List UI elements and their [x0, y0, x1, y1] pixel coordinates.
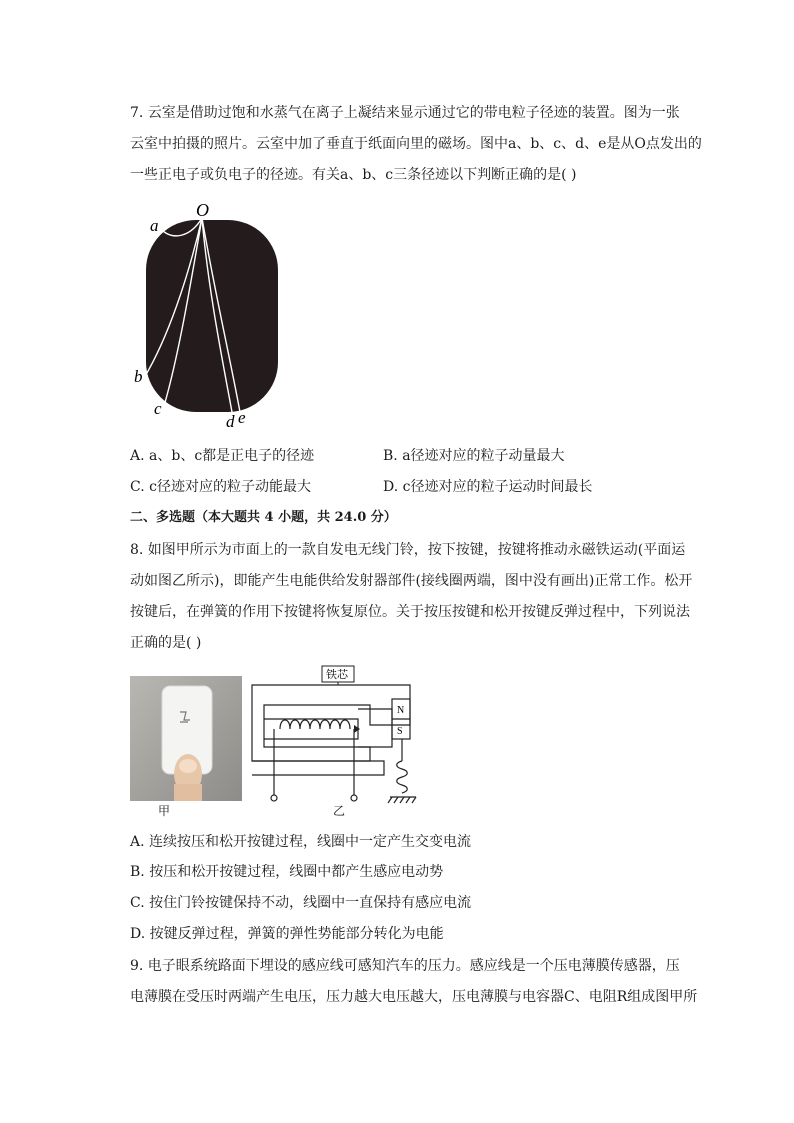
- label-tiexin: 铁芯: [326, 668, 348, 681]
- label-n: N: [397, 705, 405, 716]
- q7-line-3: 一些正电子或负电子的径迹。有关a、b、c三条径迹以下判断正确的是( ): [130, 167, 577, 183]
- q7-option-a: A. a、b、c都是正电子的径迹: [130, 448, 315, 464]
- doorbell-photo: [130, 676, 242, 801]
- caption-jia: 甲: [158, 804, 171, 818]
- q8-line-1: 8. 如图甲所示为市面上的一款自发电无线门铃，按下按键，按键将推动永磁铁运动(平面运: [130, 542, 686, 558]
- label-b: b: [134, 367, 143, 386]
- spring: [397, 761, 408, 793]
- label-e: e: [238, 408, 246, 427]
- iron-core-lower: [252, 761, 384, 775]
- q7-option-d: D. c径迹对应的粒子运动时间最长: [383, 479, 593, 495]
- section-title: 二、多选题（本大题共 4 小题，共 24.0 分）: [130, 510, 397, 525]
- q8-option-d: D. 按键反弹过程，弹簧的弹性势能部分转化为电能: [130, 926, 444, 942]
- arrow-head-icon: [354, 725, 360, 733]
- q8-line-4: 正确的是( ): [130, 635, 202, 651]
- label-c: c: [154, 399, 162, 418]
- terminal-right: [351, 795, 357, 801]
- q8-line-2: 动如图乙所示)，即能产生电能供给发射器部件(接线圈两端，图中没有画出)正常工作。松开: [130, 573, 693, 589]
- label-a: a: [150, 216, 159, 235]
- label-s: S: [397, 726, 403, 737]
- coil: [280, 720, 350, 729]
- q8-option-b: B. 按压和松开按键过程，线圈中都产生感应电动势: [130, 864, 444, 880]
- coil-magnet-diagram: [250, 663, 420, 805]
- q7-line-2: 云室中拍摄的照片。云室中加了垂直于纸面向里的磁场。图中a、b、c、d、e是从O点发出的: [130, 136, 702, 152]
- q8-line-3: 按键后，在弹簧的作用下按键将恢复原位。关于按压按键和松开按键反弹过程中，下列说法: [130, 604, 690, 620]
- cloud-chamber-figure: [128, 198, 288, 434]
- label-o: O: [196, 200, 209, 220]
- q8-option-c: C. 按住门铃按键保持不动，线圈中一直保持有感应电流: [130, 895, 472, 911]
- chamber-background: [146, 220, 278, 412]
- caption-yi: 乙: [333, 804, 346, 818]
- label-d: d: [226, 412, 235, 431]
- terminal-left: [271, 795, 277, 801]
- q9-line-2: 电薄膜在受压时两端产生电压，压力越大电压越大，压电薄膜与电容器C、电阻R组成图甲所: [130, 989, 698, 1005]
- q7-option-b: B. a径迹对应的粒子动量最大: [383, 448, 565, 464]
- q7-option-c: C. c径迹对应的粒子动能最大: [130, 479, 311, 495]
- q9-line-1: 9. 电子眼系统路面下埋设的感应线可感知汽车的压力。感应线是一个压电薄膜传感器，压: [130, 958, 680, 974]
- button-plate: [358, 709, 392, 747]
- q7-line-1: 7. 云室是借助过饱和水蒸气在离子上凝结来显示通过它的带电粒子径迹的装置。图为一张: [130, 105, 680, 121]
- q8-option-a: A. 连续按压和松开按键过程，线圈中一定产生交变电流: [130, 834, 472, 850]
- inner-rod: [264, 719, 358, 739]
